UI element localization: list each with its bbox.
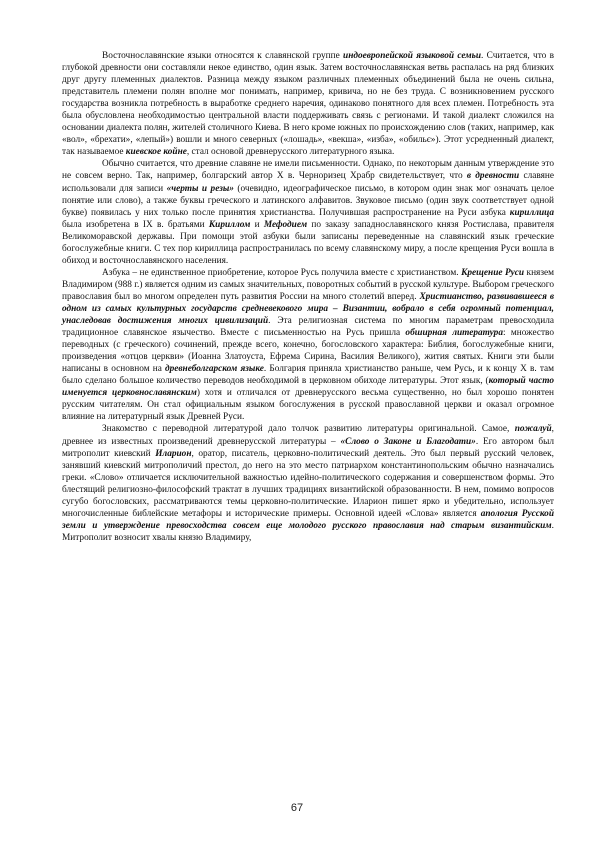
emphasized-term: Кириллом [208, 219, 251, 230]
text-run: Знакомство с переводной литературой дало толчок развитию литературы оригинальной. Самое, [102, 424, 515, 435]
text-run: Восточнославянские языки относятся к славянской группе [102, 51, 344, 61]
emphasized-term: Христианство, развивавшееся в одном из самых культурных государств средневекового мира – Византии, вобрало в себя огромный потенциал, унаследовав достижения многих цивилизаций [62, 291, 554, 327]
text-run: (очевидно, идеографическое письмо, в котором один знак мог означать целое понятие или слово), а также буквы греческого и латинского алфавитов. Звуковое письмо (один звук соответствует одной букве) появилась у них только после принятия христианства. Получившая распространение на Руси азбука [62, 183, 555, 218]
emphasized-term: который часто именуется церковнославянским [62, 376, 554, 399]
text-run: по заказу западнославянского князя Ростислава, правителя Великоморавской державы. При помощи этой азбуки были записаны переведенные на славянский язык греческие богослужебные книги. С тех пор кириллица распространилась по всему славянскому миру, а после крещения Руси вошла в обиход и восточнославянского населения. [62, 219, 554, 266]
emphasized-term: «Слово о Законе и Благодати» [340, 436, 476, 447]
emphasized-term: Иларион [155, 448, 192, 459]
text-run: была изобретена в IX в. братьями [62, 219, 209, 230]
emphasized-term: апология Русской земли и утверждение превосходства совсем еще молодого русского православия над старым византийским [62, 508, 554, 531]
paragraph-language-family [62, 50, 554, 158]
text-run: славяне использовали для записи [62, 171, 554, 194]
emphasized-term: Крещение Руси [461, 267, 525, 278]
emphasized-term: «черты и резы» [166, 183, 234, 194]
text-run: . Эта религиозная система по многим параметрам превосходила традиционное славянское язычество. Вместе с письменностью на Русь пришла [62, 316, 554, 339]
text-run: : множество переводных (с греческого) сочинений, прежде всего, конечно, богословского характера: Библия, богослужебные книги, произведения «отцов церкви» (Иоанна Златоуста, Ефрема Сирина, Василия Великого), жития святых. Книги эти были написаны в основном на [62, 328, 554, 375]
text-run: , оратор, писатель, церковно-политический деятель. Это был первый русский человек, занявший киевский митрополичий престол, до него на это место патриархом константинопольским обычно назначались греки. «Слово» отличается исключительной важностью идейно-политического содержания и совершенством формы. Это блестящий религиозно-философский трактат в лучших традициях византийской образованности. В нем, помимо вопросов сугубо богословских, рассматриваются темы церковно-политические. Иларион пишет ярко и убедительно, использует многочисленные библейские метафоры и исторические примеры. Основной идеей «Слова» является [62, 448, 554, 519]
text-run: ) хотя и отличался от древнерусского весьма существенно, но был хорошо понятен русским читателям. Он стал официальным языком богослужения в русской православной церкви и оказал огромное влияние на литературный язык Древней Руси. [62, 388, 555, 423]
text-run: . Болгария приняла христианство раньше, чем Русь, и к концу Х в. там было сделано большое количество переводов необходимой в церковном обиходе литературы. Этот язык, ( [62, 364, 555, 387]
emphasized-term: древнеболгарском языке [165, 364, 264, 375]
emphasized-term: в древности [466, 171, 520, 182]
paragraph-slavic-writing [62, 158, 554, 266]
page-number: 67 [290, 802, 304, 814]
text-run: . Считается, что в глубокой древности они составляли некое единство, один язык. Затем восточнославянская ветвь распалась на ряд близких друг другу племенных диалектов. Разница между языком различных племенных объединений была не очень сильна, представитель племени полян вполне мог понимать, например, кривича, но не без труда. С возникновением русского государства возникла потребность в выработке среднего наречия, одинаково понятного для всех племен. Потребность эта была обусловлена необходимостью центральной власти поддерживать связь с регионами. И такой диалект сложился на основании диалекта полян, жителей столичного Киева. В него кроме южных по происхождению слов (таких, например, как «вол», «брехати», «лепый») вошли и много северных («лошадь», «векша», «изба», «обильє»). Этот усредненный диалект, так называемое [62, 51, 554, 158]
text-run: и [250, 219, 264, 230]
emphasized-term: киевское койне [125, 147, 187, 158]
text-run: князем Владимиром (988 г.) является одним из самых значительных, поворотных событий в русской культуре. Выбором греческого православия был во многом определен путь развития России на много столетий вперед. [62, 267, 554, 302]
document-body [62, 50, 554, 544]
emphasized-term: Мефодием [263, 219, 308, 230]
emphasized-term: индоевропейской языковой семьи [343, 51, 482, 61]
emphasized-term: пожалуй [514, 424, 552, 435]
text-run: . Митрополит возносит хвалы князю Владимиру, [62, 520, 554, 543]
paragraph-christianity [62, 267, 554, 424]
paragraph-original-literature [62, 423, 554, 543]
text-run: Азбука – не единственное приобретение, которое Русь получила вместе с христианством. [102, 267, 462, 278]
emphasized-term: кириллица [509, 207, 554, 218]
text-run: Обычно считается, что древние славяне не имели письменности. Однако, по некоторым данным утверждение это не совсем верно. Так, например, болгарский автор Х в. Черноризец Храбр свидетельствует, что [62, 159, 554, 182]
text-run: , стал основой древнерусского литературного языка. [186, 147, 395, 158]
text-run: . Его автором был митрополит киевский [62, 436, 554, 459]
text-run: , древнее из известных произведений древнерусской литературы – [62, 424, 554, 447]
emphasized-term: обширная литература [405, 328, 503, 339]
